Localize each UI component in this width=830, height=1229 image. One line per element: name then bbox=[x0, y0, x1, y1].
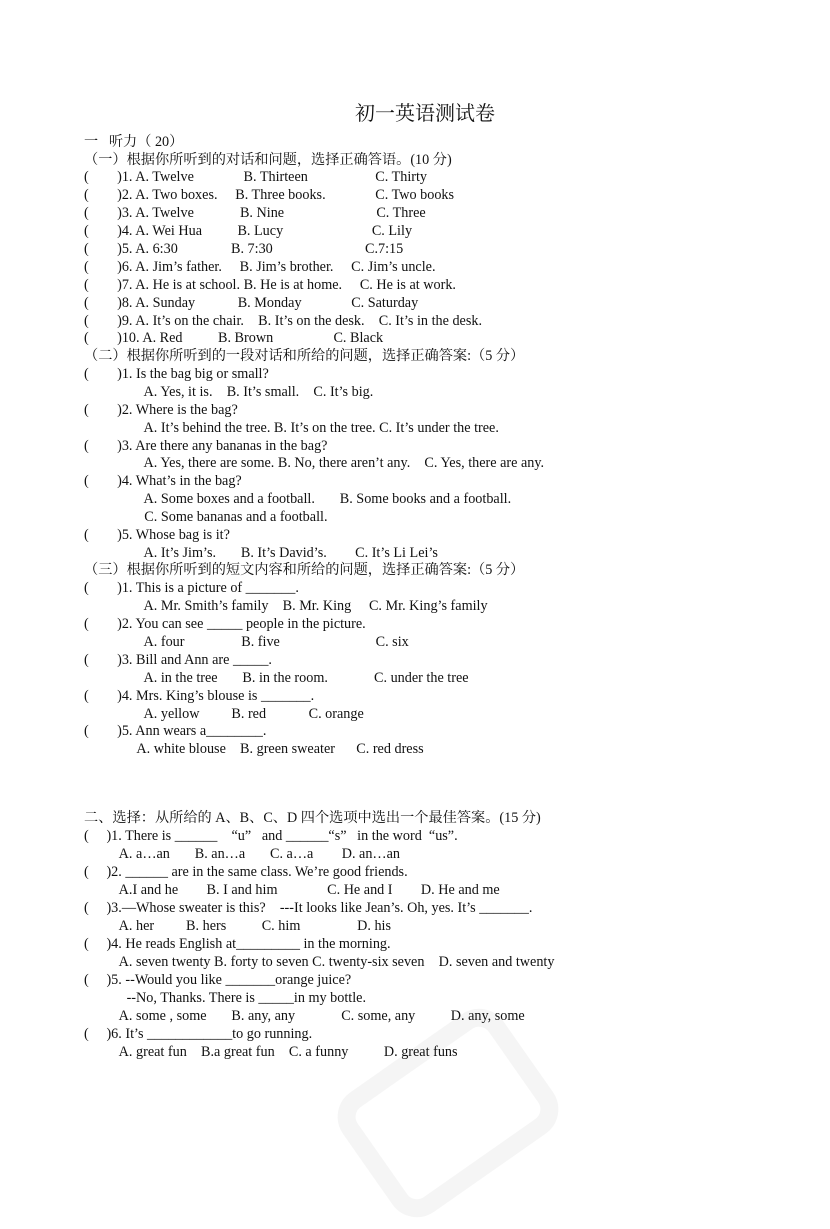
text-line: （一）根据你所听到的对话和问题，选择正确答语。(10 分) bbox=[84, 152, 452, 168]
text-line: ( )3. Bill and Ann are _____. bbox=[84, 652, 272, 668]
text-line: ( )9. A. It’s on the chair. B. It’s on the desk. C. It’s in the desk. bbox=[84, 313, 482, 329]
text-line: A. her B. hers C. him D. his bbox=[84, 918, 391, 934]
text-line: ( )4. What’s in the bag? bbox=[84, 473, 242, 489]
text-line: （三）根据你所听到的短文内容和所给的问题，选择正确答案:（5 分） bbox=[84, 562, 525, 578]
text-line: ( )8. A. Sunday B. Monday C. Saturday bbox=[84, 295, 419, 311]
text-line: ( )1. This is a picture of _______. bbox=[84, 580, 299, 596]
watermark-stamp bbox=[326, 997, 570, 1229]
text-line: A. Some boxes and a football. B. Some books and a football. bbox=[84, 491, 512, 507]
text-line: --No, Thanks. There is _____in my bottle. bbox=[84, 990, 367, 1006]
text-line: ( )3.—Whose sweater is this? ---It looks like Jean’s. Oh, yes. It’s _______. bbox=[84, 900, 533, 916]
text-line: ( )5. Whose bag is it? bbox=[84, 527, 230, 543]
text-line: A. Yes, there are some. B. No, there aren’t any. C. Yes, there are any. bbox=[84, 455, 545, 471]
page-title: 初一英语测试卷 bbox=[355, 103, 495, 125]
text-line: ( )5. --Would you like _______orange juice? bbox=[84, 972, 352, 988]
text-line: ( )1. A. Twelve B. Thirteen C. Thirty bbox=[84, 169, 428, 185]
text-line: ( )1. There is ______ “u” and ______“s” in the word “us”. bbox=[84, 828, 458, 844]
text-line: （二）根据你所听到的一段对话和所给的问题，选择正确答案:（5 分） bbox=[84, 348, 525, 364]
text-line: A. in the tree B. in the room. C. under the tree bbox=[84, 670, 469, 686]
text-line: ( )2. ______ are in the same class. We’re good friends. bbox=[84, 864, 408, 880]
text-line: A. yellow B. red C. orange bbox=[84, 706, 364, 722]
text-line: ( )6. A. Jim’s father. B. Jim’s brother. C. Jim’s uncle. bbox=[84, 259, 436, 275]
text-line: ( )4. He reads English at_________ in the morning. bbox=[84, 936, 391, 952]
text-line: ( )3. A. Twelve B. Nine C. Three bbox=[84, 205, 426, 221]
text-line: ( )5. Ann wears a________. bbox=[84, 723, 267, 739]
text-line: ( )2. Where is the bag? bbox=[84, 402, 238, 418]
text-line: A. four B. five C. six bbox=[84, 634, 409, 650]
text-line: ( )4. Mrs. King’s blouse is _______. bbox=[84, 688, 315, 704]
text-line: A. Yes, it is. B. It’s small. C. It’s big. bbox=[84, 384, 374, 400]
text-line: ( )2. A. Two boxes. B. Three books. C. Two books bbox=[84, 187, 455, 203]
text-line: A. seven twenty B. forty to seven C. twenty-six seven D. seven and twenty bbox=[84, 954, 555, 970]
text-line: C. Some bananas and a football. bbox=[84, 509, 328, 525]
text-line: A. white blouse B. green sweater C. red dress bbox=[84, 741, 424, 757]
text-line: A. Mr. Smith’s family B. Mr. King C. Mr. King’s family bbox=[84, 598, 488, 614]
text-line: ( )3. Are there any bananas in the bag? bbox=[84, 438, 328, 454]
text-line: A.I and he B. I and him C. He and I D. He and me bbox=[84, 882, 500, 898]
text-line: A. It’s behind the tree. B. It’s on the tree. C. It’s under the tree. bbox=[84, 420, 499, 436]
text-line: ( )6. It’s ____________to go running. bbox=[84, 1026, 313, 1042]
text-line: 二、选择：从所给的 A、B、C、D 四个选项中选出一个最佳答案。(15 分) bbox=[84, 810, 541, 826]
text-line: ( )1. Is the bag big or small? bbox=[84, 366, 269, 382]
text-line: ( )7. A. He is at school. B. He is at home. C. He is at work. bbox=[84, 277, 456, 293]
text-line: A. great fun B.a great fun C. a funny D. great funs bbox=[84, 1044, 458, 1060]
text-line: A. some , some B. any, any C. some, any D. any, some bbox=[84, 1008, 525, 1024]
text-line: A. It’s Jim’s. B. It’s David’s. C. It’s Li Lei’s bbox=[84, 545, 438, 561]
text-line: ( )4. A. Wei Hua B. Lucy C. Lily bbox=[84, 223, 413, 239]
text-line: 一 听力（ 20） bbox=[84, 134, 184, 150]
text-line: ( )5. A. 6:30 B. 7:30 C.7:15 bbox=[84, 241, 404, 257]
text-line: ( )2. You can see _____ people in the picture. bbox=[84, 616, 366, 632]
text-line: ( )10. A. Red B. Brown C. Black bbox=[84, 330, 384, 346]
text-line: A. a…an B. an…a C. a…a D. an…an bbox=[84, 846, 401, 862]
